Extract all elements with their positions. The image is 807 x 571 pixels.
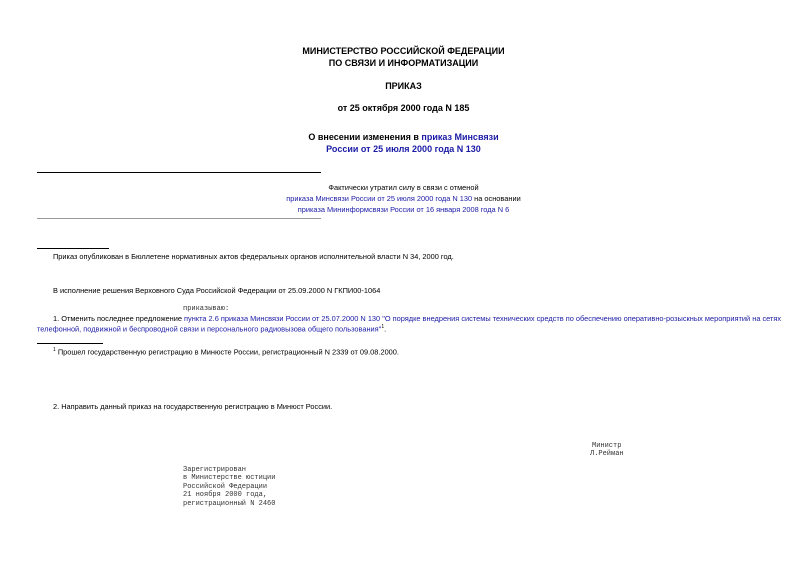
status-line-2-suffix: на основании — [472, 194, 521, 203]
footnote-divider — [37, 343, 103, 344]
item-1-link[interactable]: пункта 2.6 приказа Минсвязи России от 25.07.2000 N 130 "О порядке внедрения системы технических средств по обеспечению оперативно-розыскных мероприятий на сетях — [184, 314, 782, 323]
item-1-prefix: 1. Отменить последнее предложение — [53, 314, 184, 323]
item-2: 2. Направить данный приказ на государственную регистрацию в Минюст России. — [53, 402, 333, 411]
ministry-line-2: ПО СВЯЗИ И ИНФОРМАТИЗАЦИИ — [328, 58, 479, 68]
footnote-mark: 1 — [53, 347, 56, 353]
footnote-text: Прошел государственную регистрацию в Минюсте России, регистрационный N 2339 от 09.08.2000. — [57, 347, 399, 357]
document-type: ПРИКАЗ — [385, 81, 422, 91]
status-line-1: Фактически утратил силу в связи с отменой — [328, 183, 479, 192]
item-1-end: . — [384, 324, 387, 334]
status-line-2 — [0, 194, 807, 203]
signature-title: Министр — [592, 442, 622, 450]
item-1-line-2 — [37, 324, 386, 333]
signature-name: Л.Рейман — [590, 450, 624, 458]
publication-note: Приказ опубликован в Бюллетене нормативных актов федеральных органов исполнительной власти N 34, 2000 год. — [53, 252, 454, 261]
subject-link-order-130-line-2[interactable]: России от 25 июля 2000 года N 130 — [326, 144, 481, 154]
publication-divider — [37, 248, 109, 249]
item-1-line-1 — [53, 314, 781, 323]
order-word: приказываю: — [183, 305, 230, 313]
status-divider-bottom — [37, 218, 321, 219]
document-subject-line-1 — [0, 132, 807, 142]
ministry-line-1: МИНИСТЕРСТВО РОССИЙСКОЙ ФЕДЕРАЦИИ — [302, 46, 505, 56]
subject-prefix: О внесении изменения в — [308, 132, 422, 142]
item-1-footnote-mark[interactable]: 1 — [381, 324, 385, 330]
registration-note: Зарегистрирован в Министерстве юстиции Российской Федерации 21 ноября 2000 года, регистрационный N 2460 — [183, 466, 276, 508]
execution-paragraph: В исполнение решения Верховного Суда Российской Федерации от 25.09.2000 N ГКПИ00-1064 — [53, 286, 381, 295]
footnote — [53, 347, 399, 356]
repealing-order-link[interactable]: приказа Мининформсвязи России от 16 января 2008 года N 6 — [297, 205, 510, 214]
subject-link-order-130[interactable]: приказ Минсвязи — [421, 132, 499, 142]
item-1-link-continued[interactable]: телефонной, подвижной и беспроводной связи и персонального радиовызова общего пользования" — [37, 324, 382, 334]
repealed-order-link[interactable]: приказа Минсвязи России от 25 июля 2000 года N 130 — [286, 194, 473, 203]
document-date-number: от 25 октября 2000 года N 185 — [337, 103, 470, 113]
status-divider-top — [37, 172, 321, 173]
